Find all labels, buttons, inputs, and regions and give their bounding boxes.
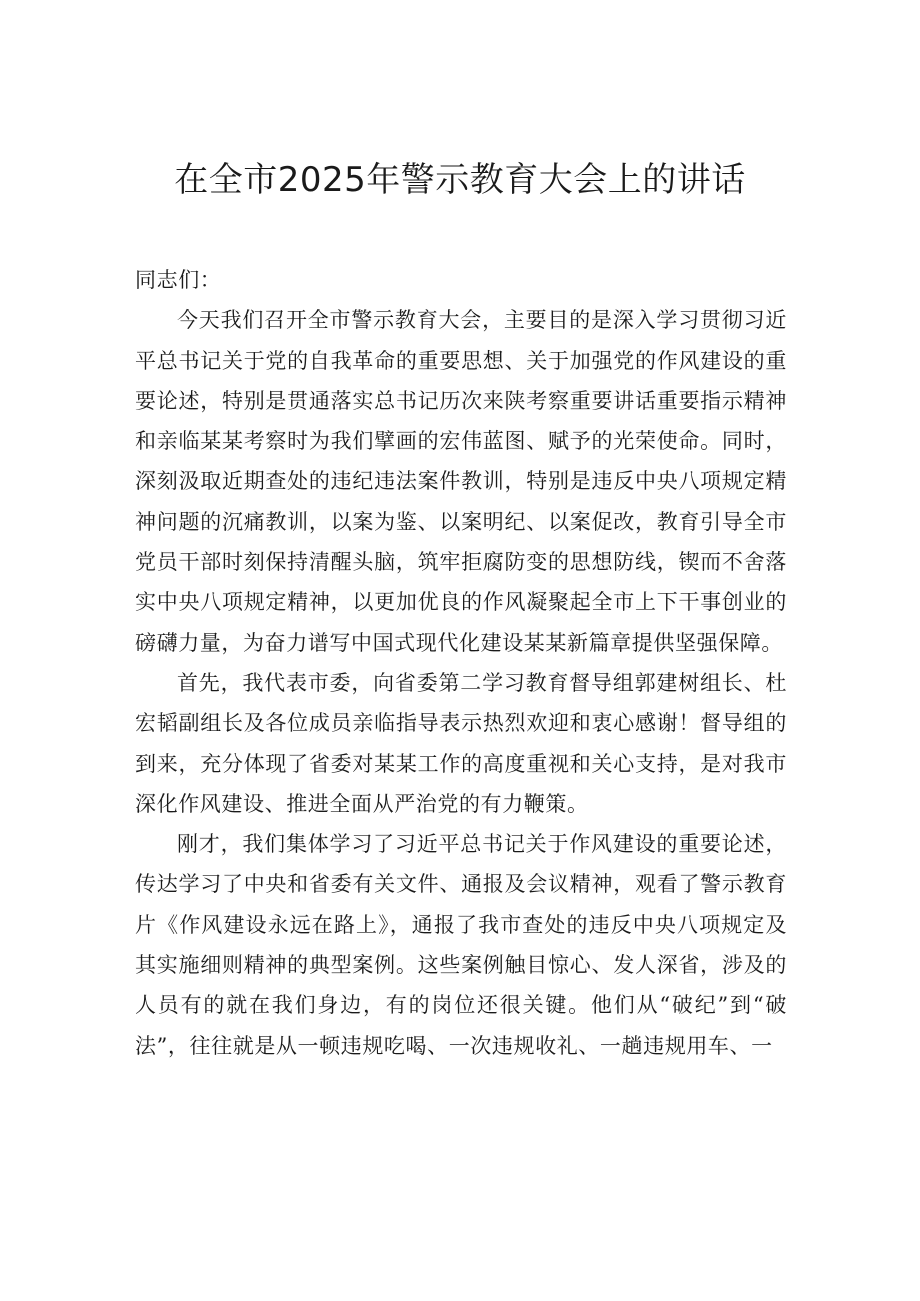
paragraph-1: 今天我们召开全市警示教育大会，主要目的是深入学习贯彻习近平总书记关于党的自我革命的重要思想、关于加强党的作风建设的重要论述，特别是贯通落实总书记历次来陕考察重要讲话重要指示精神和亲临某某考察时为我们擘画的宏伟蓝图、赋予的光荣使命。同时，深刻汲取近期查处的违纪违法案件教训，特别是违反中央八项规定精神问题的沉痛教训，以案为鉴、以案明纪、以案促改，教育引导全市党员干部时刻保持清醒头脑，筑牢拒腐防变的思想防线，锲而不舍落实中央八项规定精神，以更加优良的作风凝聚起全市上下干事创业的磅礴力量，为奋力谱写中国式现代化建设某某新篇章提供坚强保障。 [135, 308, 787, 655]
paragraph-3: 刚才，我们集体学习了习近平总书记关于作风建设的重要论述，传达学习了中央和省委有关文件、通报及会议精神，观看了警示教育片《作风建设永远在路上》，通报了我市查处的违反中央八项规定及其实施细则精神的典型案例。这些案例触目惊心、发人深省，涉及的人员有的就在我们身边，有的岗位还很关键。他们从“破纪”到“破法”，往往就是从一顿违规吃喝、一次违规收礼、一趟违规用车、一 [135, 832, 787, 1058]
salutation: 同志们： [135, 268, 222, 292]
document-body [135, 260, 787, 1066]
document-title: 在全市2025年警示教育大会上的讲话 [174, 160, 746, 200]
paragraph-2: 首先，我代表市委，向省委第二学习教育督导组郭建树组长、杜宏韬副组长及各位成员亲临指导表示热烈欢迎和衷心感谢！督导组的到来，充分体现了省委对某某工作的高度重视和关心支持，是对我市深化作风建设、推进全面从严治党的有力鞭策。 [135, 670, 787, 816]
